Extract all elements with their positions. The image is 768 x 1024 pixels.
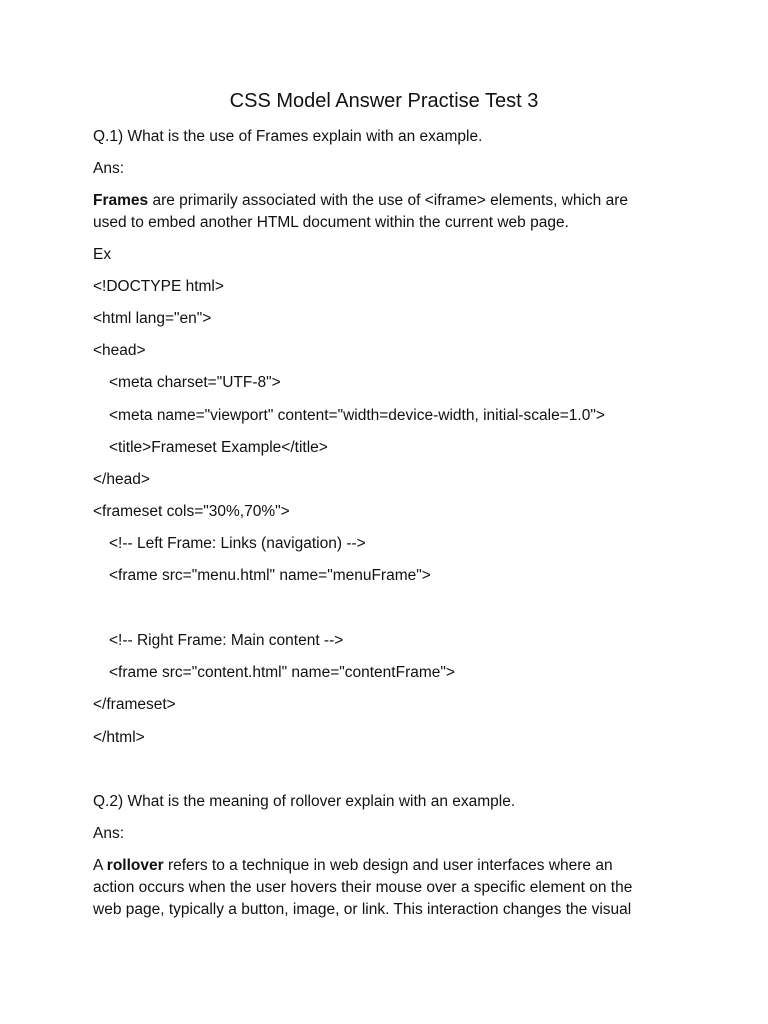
code-line: <html lang="en"> xyxy=(93,310,212,327)
code-line: <!-- Left Frame: Links (navigation) --> xyxy=(109,535,366,552)
code-line: <!DOCTYPE html> xyxy=(93,278,224,295)
code-line: <frame src="menu.html" name="menuFrame"> xyxy=(109,567,431,584)
code-line: <frame src="content.html" name="contentFrame"> xyxy=(109,664,455,681)
code-line: </frameset> xyxy=(93,696,176,713)
q1-ans-label: Ans: xyxy=(93,160,125,177)
q2-answer-term: rollover xyxy=(106,857,164,874)
q2-answer-prefix: A xyxy=(93,857,107,874)
q2-answer-line-2: action occurs when the user hovers their mouse over a specific element on the xyxy=(93,879,633,896)
q1-answer-line-1 xyxy=(93,190,628,212)
code-line: <meta charset="UTF-8"> xyxy=(109,374,281,391)
code-line: </head> xyxy=(93,471,150,488)
code-line: <frameset cols="30%,70%"> xyxy=(93,503,290,520)
document-title: CSS Model Answer Practise Test 3 xyxy=(229,90,539,112)
q1-ex-label: Ex xyxy=(93,246,112,263)
q1-answer-line-1-text: are primarily associated with the use of <iframe> elements, which are xyxy=(148,192,629,209)
code-line: </html> xyxy=(93,729,145,746)
code-line: <head> xyxy=(93,342,146,359)
q2-question: Q.2) What is the meaning of rollover explain with an example. xyxy=(93,793,516,810)
q2-answer-line-1-text: refers to a technique in web design and user interfaces where an xyxy=(163,857,613,874)
q2-ans-label: Ans: xyxy=(93,825,125,842)
q2-answer-line-1 xyxy=(93,855,613,877)
q1-answer-term: Frames xyxy=(93,192,149,209)
q2-answer-line-3: web page, typically a button, image, or link. This interaction changes the visual xyxy=(93,901,632,918)
code-line: <title>Frameset Example</title> xyxy=(109,439,328,456)
code-line: <meta name="viewport" content="width=device-width, initial-scale=1.0"> xyxy=(109,407,605,424)
code-line: <!-- Right Frame: Main content --> xyxy=(109,632,344,649)
q1-answer-line-2: used to embed another HTML document within the current web page. xyxy=(93,214,569,231)
q1-question: Q.1) What is the use of Frames explain with an example. xyxy=(93,128,483,145)
